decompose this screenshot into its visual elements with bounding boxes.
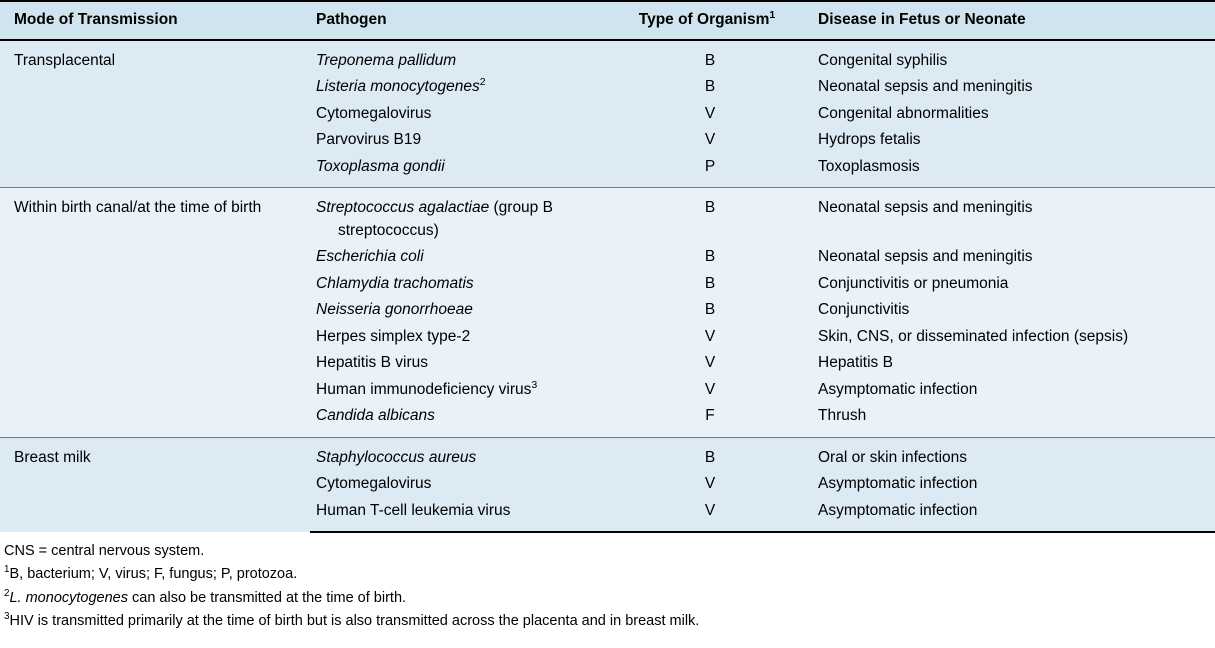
footnote-1-text: B, bacterium; V, virus; F, fungus; P, protozoa. (9, 566, 298, 583)
cell-organism-type: V (610, 377, 810, 403)
cell-organism-type: B (610, 271, 810, 297)
footnote-1-marker: 1 (4, 564, 10, 576)
cell-pathogen-name: Streptococcus agalactiae (316, 199, 490, 217)
cell-organism-type: B (610, 244, 810, 270)
cell-organism-type: V (610, 324, 810, 350)
cell-organism-type: V (610, 101, 810, 127)
cell-organism-type: V (610, 471, 810, 497)
table-body (0, 40, 1215, 532)
column-header-pathogen: Pathogen (310, 1, 610, 40)
table-row (0, 188, 1215, 244)
cell-pathogen: Escherichia coli (310, 244, 610, 270)
cell-disease: Neonatal sepsis and meningitis (810, 188, 1215, 244)
cell-pathogen: Parvovirus B19 (310, 127, 610, 153)
footnote-3-text: HIV is transmitted primarily at the time of birth but is also transmitted across the placenta and in breast milk. (9, 613, 700, 630)
column-header-mode: Mode of Transmission (0, 1, 310, 40)
cell-mode-transplacental: Transplacental (0, 40, 310, 188)
cell-pathogen (310, 377, 610, 403)
cell-pathogen: Cytomegalovirus (310, 101, 610, 127)
cell-disease: Hepatitis B (810, 350, 1215, 376)
column-header-disease: Disease in Fetus or Neonate (810, 1, 1215, 40)
cell-pathogen: Toxoplasma gondii (310, 154, 610, 188)
cell-disease: Oral or skin infections (810, 437, 1215, 471)
cell-pathogen-footnote-marker: 2 (479, 76, 486, 89)
footnote-2-organism: L. monocytogenes (9, 589, 128, 606)
cell-disease: Asymptomatic infection (810, 498, 1215, 532)
cell-organism-type: B (610, 40, 810, 74)
cell-organism-type: B (610, 437, 810, 471)
cell-disease: Neonatal sepsis and meningitis (810, 74, 1215, 100)
footnote-3-marker: 3 (4, 611, 10, 623)
cell-pathogen-name: Human immunodeficiency virus (316, 380, 532, 398)
cell-organism-type: P (610, 154, 810, 188)
cell-pathogen: Hepatitis B virus (310, 350, 610, 376)
cell-organism-type: V (610, 350, 810, 376)
cell-disease: Asymptomatic infection (810, 471, 1215, 497)
cell-pathogen: Staphylococcus aureus (310, 437, 610, 471)
table-row (0, 40, 1215, 74)
cell-pathogen-suffix: (group B (489, 199, 553, 217)
cell-organism-type: V (610, 498, 810, 532)
cell-disease: Congenital syphilis (810, 40, 1215, 74)
cell-disease: Hydrops fetalis (810, 127, 1215, 153)
footnote-abbreviation: CNS = central nervous system. (4, 542, 205, 559)
footnote-2-text: can also be transmitted at the time of birth. (127, 589, 407, 606)
cell-pathogen: Cytomegalovirus (310, 471, 610, 497)
footnote-3 (4, 610, 1209, 633)
column-header-type (610, 1, 810, 40)
cell-disease: Toxoplasmosis (810, 154, 1215, 188)
cell-pathogen: Candida albicans (310, 403, 610, 437)
cell-disease: Thrush (810, 403, 1215, 437)
cell-disease: Congenital abnormalities (810, 101, 1215, 127)
cell-disease: Neonatal sepsis and meningitis (810, 244, 1215, 270)
cell-pathogen-name: Listeria monocytogenes (316, 78, 480, 96)
column-header-type-label: Type of Organism (638, 11, 770, 28)
cell-pathogen: Human T-cell leukemia virus (310, 498, 610, 532)
cell-pathogen: Treponema pallidum (310, 40, 610, 74)
table-row (0, 437, 1215, 471)
cell-pathogen-suffix2: streptococcus) (338, 221, 439, 239)
cell-mode-birth-canal: Within birth canal/at the time of birth (0, 188, 310, 437)
header-row (0, 1, 1215, 40)
footnote-1 (4, 563, 1209, 586)
table-header (0, 1, 1215, 40)
cell-pathogen: Herpes simplex type-2 (310, 324, 610, 350)
cell-organism-type: B (610, 188, 810, 244)
cell-organism-type: F (610, 403, 810, 437)
cell-organism-type: B (610, 74, 810, 100)
cell-pathogen: Chlamydia trachomatis (310, 271, 610, 297)
cell-mode-breast-milk: Breast milk (0, 437, 310, 532)
cell-organism-type: B (610, 297, 810, 323)
cell-disease: Asymptomatic infection (810, 377, 1215, 403)
cell-disease: Conjunctivitis (810, 297, 1215, 323)
column-header-type-footnote-marker: 1 (769, 8, 776, 21)
cell-pathogen (310, 188, 610, 244)
cell-organism-type: V (610, 127, 810, 153)
cell-pathogen (310, 74, 610, 100)
cell-pathogen: Neisseria gonorrhoeae (310, 297, 610, 323)
footnote-2-marker: 2 (4, 588, 10, 600)
cell-disease: Conjunctivitis or pneumonia (810, 271, 1215, 297)
footnote-2 (4, 587, 1209, 610)
table-footnotes (0, 533, 1215, 634)
cell-disease: Skin, CNS, or disseminated infection (sepsis) (810, 324, 1215, 350)
cell-pathogen-footnote-marker: 3 (531, 378, 538, 391)
